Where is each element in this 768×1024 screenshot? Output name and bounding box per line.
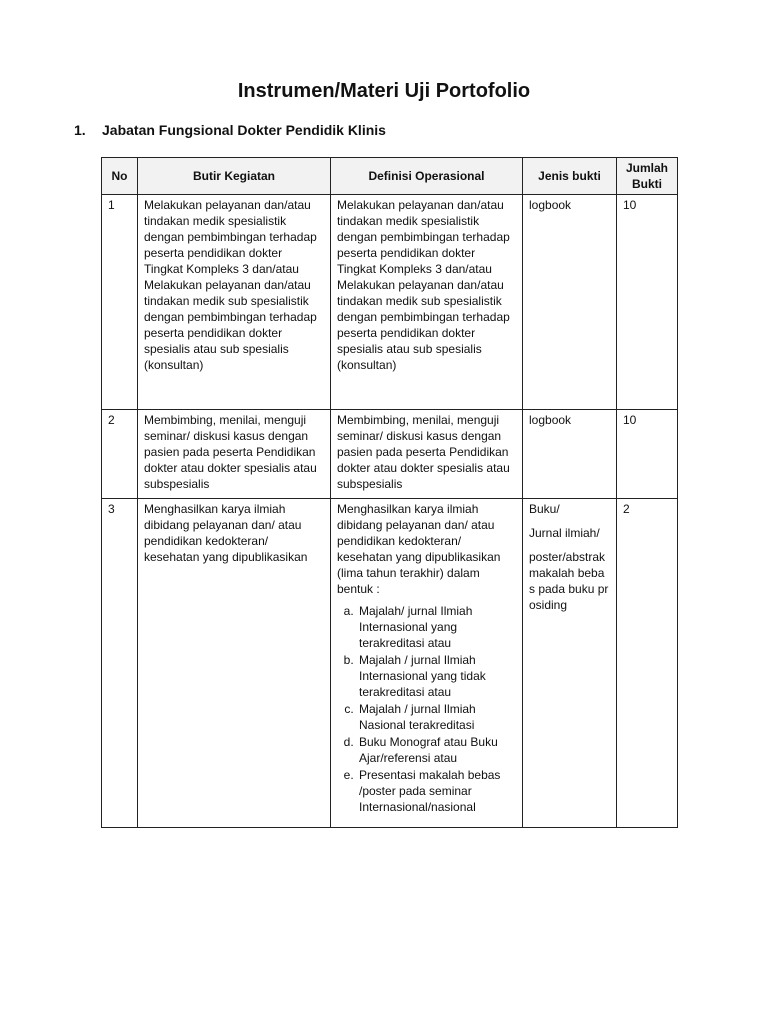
jenis-line: Buku/	[529, 502, 560, 516]
list-item: a. Majalah/ jurnal Ilmiah Internasional yang terakreditasi atau	[357, 603, 516, 651]
table-row	[102, 410, 678, 499]
section-heading	[74, 122, 386, 138]
cell-butir-kegiatan: Melakukan pelayanan dan/atau tindakan medik spesialistik dengan pembimbingan terhadap peserta pendidikan dokter Tingkat Kompleks 3 dan/atau Melakukan pelayanan dan/atau tindakan medik sub spesialistik dengan pembimbingan terhadap peserta pendidikan dokter spesialis atau sub spesialis (konsultan)	[138, 195, 331, 410]
definisi-list	[337, 603, 516, 815]
cell-definisi-operasional: Melakukan pelayanan dan/atau tindakan medik spesialistik dengan pembimbingan terhadap peserta pendidikan dokter Tingkat Kompleks 3 dan/atau Melakukan pelayanan dan/atau tindakan medik sub spesialistik dengan pembimbingan terhadap peserta pendidikan dokter spesialis atau sub spesialis (konsultan)	[331, 195, 523, 410]
list-item: d. Buku Monograf atau Buku Ajar/referensi atau	[357, 734, 516, 766]
list-item: b. Majalah / jurnal Ilmiah Internasional yang tidak terakreditasi atau	[357, 652, 516, 700]
cell-jumlah-bukti: 10	[617, 195, 678, 410]
cell-no: 1	[102, 195, 138, 410]
cell-butir-kegiatan: Menghasilkan karya ilmiah dibidang pelayanan dan/ atau pendidikan kedokteran/ kesehatan yang dipublikasikan	[138, 499, 331, 828]
section-title: Jabatan Fungsional Dokter Pendidik Klinis	[102, 122, 386, 138]
cell-butir-kegiatan: Membimbing, menilai, menguji seminar/ diskusi kasus dengan pasien pada peserta Pendidikan dokter atau dokter spesialis atau subspesialis	[138, 410, 331, 499]
header-jenis-bukti: Jenis bukti	[523, 158, 617, 195]
cell-definisi-operasional: Membimbing, menilai, menguji seminar/ diskusi kasus dengan pasien pada peserta Pendidikan dokter atau dokter spesialis atau subspesialis	[331, 410, 523, 499]
table-header-row	[102, 158, 678, 195]
header-definisi-operasional: Definisi Operasional	[331, 158, 523, 195]
cell-no: 3	[102, 499, 138, 828]
header-jumlah-bukti	[617, 158, 678, 195]
header-butir-kegiatan: Butir Kegiatan	[138, 158, 331, 195]
portfolio-table	[101, 157, 678, 828]
cell-jenis-bukti: logbook	[523, 410, 617, 499]
cell-jumlah-bukti: 10	[617, 410, 678, 499]
header-jumlah-line2: Bukti	[632, 177, 662, 191]
jenis-line: poster/abstrak makalah bebas pada buku prosiding	[529, 550, 609, 612]
cell-definisi-operasional	[331, 499, 523, 828]
table-row	[102, 195, 678, 410]
cell-jumlah-bukti: 2	[617, 499, 678, 828]
cell-jenis-bukti: logbook	[523, 195, 617, 410]
table-row	[102, 499, 678, 828]
cell-no: 2	[102, 410, 138, 499]
header-jumlah-line1: Jumlah	[625, 161, 668, 175]
jenis-line: Jurnal ilmiah/	[529, 526, 600, 540]
header-no: No	[102, 158, 138, 195]
page-title: Instrumen/Materi Uji Portofolio	[237, 80, 531, 102]
definisi-intro: Menghasilkan karya ilmiah dibidang pelayanan dan/ atau pendidikan kedokteran/ kesehatan yang dipublikasikan (lima tahun terakhir) dalam bentuk :	[337, 502, 501, 596]
cell-jenis-bukti	[523, 499, 617, 828]
section-number: 1.	[74, 122, 86, 138]
list-item: e. Presentasi makalah bebas /poster pada seminar Internasional/nasional	[357, 767, 516, 815]
list-item: c. Majalah / jurnal Ilmiah Nasional terakreditasi	[357, 701, 516, 733]
